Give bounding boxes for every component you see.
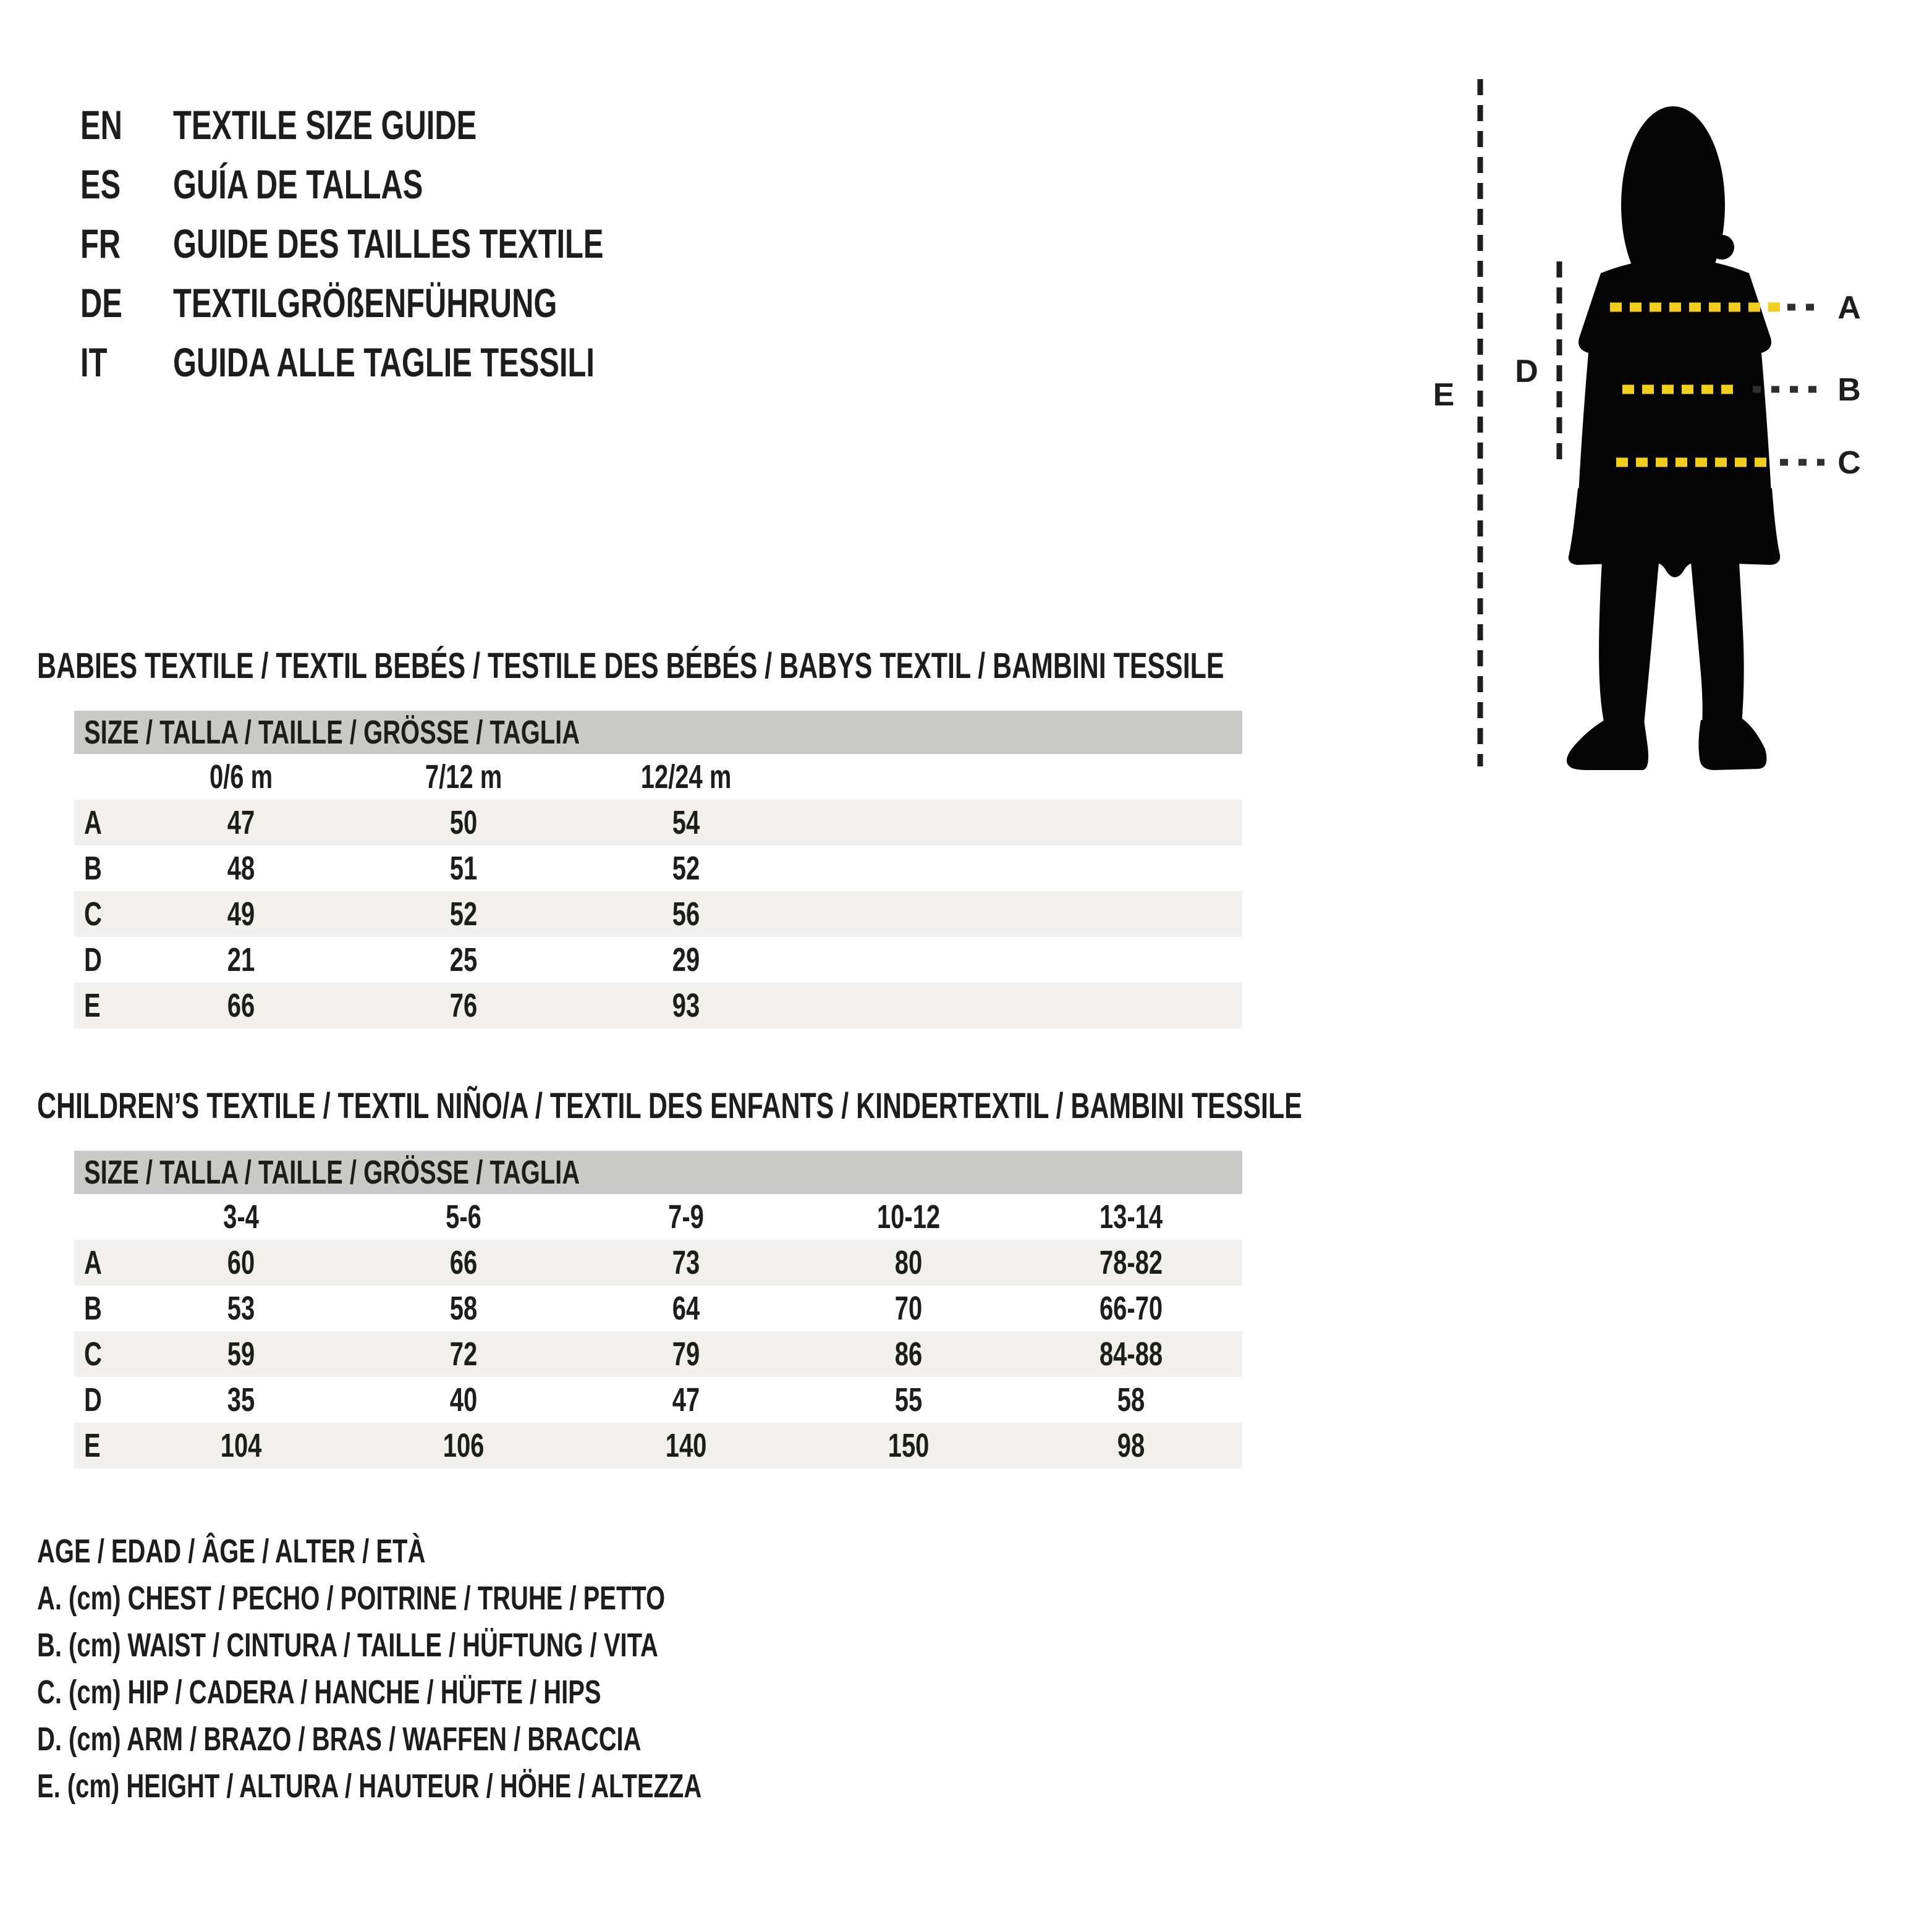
row-label: E [84,987,101,1024]
table-cell: 53 [227,1290,255,1327]
table-cell: 35 [227,1381,255,1418]
row-label: B [84,1290,102,1327]
row-label: C [84,896,102,933]
legend-line: D. (cm) ARM / BRAZO / BRAS / WAFFEN / BRACCIA [37,1721,642,1758]
figure-label-c: C [1837,445,1861,481]
babies-size-header-bar: SIZE / TALLA / TAILLE / GRÖSSE / TAGLIA [74,711,1242,754]
column-header: 3-4 [223,1198,259,1235]
table-cell: 106 [443,1427,485,1464]
language-title: GUIDE DES TAILLES TEXTILE [173,221,604,266]
children-size-header-bar: SIZE / TALLA / TAILLE / GRÖSSE / TAGLIA [74,1151,1242,1194]
table-cell: 98 [1117,1427,1145,1464]
babies-table [74,711,1242,1028]
babies-section-title: BABIES TEXTILE / TEXTIL BEBÉS / TESTILE DES BÉBÉS / BABYS TEXTIL / BAMBINI TESSILE [37,646,1224,686]
table-cell: 54 [672,804,700,841]
language-code: FR [80,221,121,266]
table-row [74,1423,1242,1468]
legend-line: E. (cm) HEIGHT / ALTURA / HAUTEUR / HÖHE / ALTEZZA [37,1768,702,1805]
row-label: C [84,1336,102,1373]
table-cell: 150 [888,1427,930,1464]
table-cell: 52 [672,850,700,887]
legend-line: AGE / EDAD / ÂGE / ALTER / ETÀ [37,1533,426,1570]
table-row [74,845,1242,891]
table-cell: 58 [1117,1381,1145,1418]
table-cell: 104 [220,1427,262,1464]
language-code: ES [80,161,121,207]
table-row [74,1377,1242,1423]
column-header: 7/12 m [425,758,502,795]
figure-label-d: D [1515,354,1538,389]
child-figure-illustration [1409,62,1932,834]
language-title: GUIDA ALLE TAGLIE TESSILI [173,339,595,385]
language-code: IT [80,339,108,385]
table-cell: 29 [672,941,700,978]
legend-line: B. (cm) WAIST / CINTURA / TAILLE / HÜFTUNG / VITA [37,1627,658,1664]
table-cell: 47 [672,1381,700,1418]
table-cell: 48 [227,850,255,887]
table-cell: 66-70 [1099,1290,1163,1327]
table-cell: 55 [894,1381,923,1418]
column-header: 0/6 m [209,758,273,795]
language-title: TEXTILE SIZE GUIDE [173,102,477,148]
row-label: A [84,804,102,841]
column-header: 13-14 [1099,1198,1163,1235]
children-section-title: CHILDREN’S TEXTILE / TEXTIL NIÑO/A / TEXTIL DES ENFANTS / KINDERTEXTIL / BAMBINI TESSILE [37,1086,1302,1126]
row-label: E [84,1427,101,1464]
column-header: 5-6 [446,1198,481,1235]
corner-cell [74,1194,130,1240]
figure-label-b: B [1837,372,1861,408]
table-cell: 66 [449,1244,478,1281]
row-label: A [84,1244,102,1281]
table-row [74,1240,1242,1286]
row-label: D [84,1381,102,1418]
table-cell: 140 [665,1427,707,1464]
language-code: DE [80,280,122,326]
figure-label-a: A [1837,290,1861,326]
column-header: 10-12 [876,1198,941,1235]
table-cell: 49 [227,896,255,933]
table-cell: 79 [672,1336,700,1373]
table-cell: 84-88 [1099,1336,1163,1373]
table-cell: 70 [894,1290,923,1327]
legend-line: C. (cm) HIP / CADERA / HANCHE / HÜFTE / HIPS [37,1674,601,1711]
table-cell: 80 [894,1244,923,1281]
language-title: TEXTILGRÖßENFÜHRUNG [173,280,557,326]
table-cell: 60 [227,1244,255,1281]
table-row [74,1331,1242,1377]
babies-column-header-row [74,754,1242,800]
column-header: 7-9 [668,1198,704,1235]
table-cell: 52 [449,896,478,933]
language-title: GUÍA DE TALLAS [173,161,423,207]
figure-label-e: E [1433,377,1455,413]
table-row [74,983,1242,1028]
legend-line: A. (cm) CHEST / PECHO / POITRINE / TRUHE / PETTO [37,1580,666,1617]
language-code: EN [80,102,122,148]
table-cell: 64 [672,1290,700,1327]
table-cell: 76 [449,987,478,1024]
column-header: 12/24 m [640,758,732,795]
table-row [74,800,1242,845]
table-cell: 73 [672,1244,700,1281]
table-cell: 59 [227,1336,255,1373]
table-cell: 51 [449,850,478,887]
table-cell: 58 [449,1290,478,1327]
table-cell: 86 [894,1336,923,1373]
table-cell: 78-82 [1099,1244,1163,1281]
corner-cell [74,754,130,800]
table-cell: 56 [672,896,700,933]
row-label: B [84,850,102,887]
table-cell: 47 [227,804,255,841]
table-cell: 93 [672,987,700,1024]
table-row [74,937,1242,983]
table-cell: 21 [227,941,255,978]
table-cell: 50 [449,804,478,841]
table-cell: 40 [449,1381,478,1418]
children-table [74,1151,1242,1468]
table-cell: 66 [227,987,255,1024]
table-row [74,1286,1242,1331]
row-label: D [84,941,102,978]
children-column-header-row [74,1194,1242,1240]
table-row [74,891,1242,937]
table-cell: 72 [449,1336,478,1373]
table-cell: 25 [449,941,478,978]
